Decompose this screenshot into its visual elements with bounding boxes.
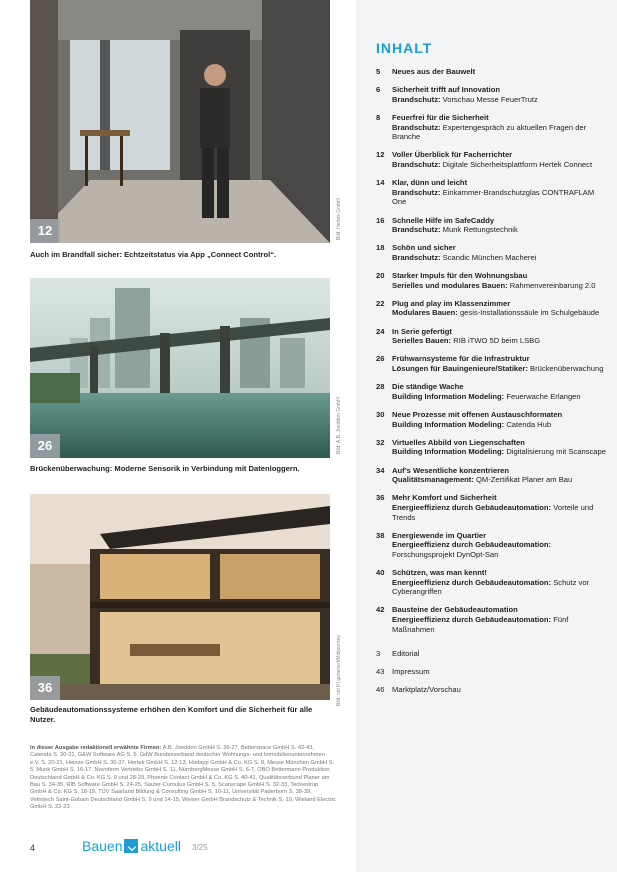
toc-title: Neues aus der Bauwelt <box>392 67 476 76</box>
toc-entry[interactable] <box>376 354 606 373</box>
toc-title: Sicherheit trifft auf Innovation <box>392 85 501 95</box>
toc-subtitle: Einkammer-Brandschutzglas CONTRAFLAM One <box>392 187 595 207</box>
toc-entry[interactable] <box>376 216 606 235</box>
toc-category: Energieeffizienz durch Gebäudeautomation: <box>392 615 552 625</box>
toc-page: 14 <box>376 178 385 188</box>
toc-entry[interactable] <box>376 568 606 597</box>
toc-page: 6 <box>376 85 381 95</box>
toc-subtitle: Forschungsprojekt DynOpt-San <box>392 549 499 559</box>
toc-category: Serielles Bauen: <box>392 336 452 346</box>
toc-title: Plug and play im Klassenzimmer <box>392 298 511 308</box>
photo-caption: Gebäudeautomationssysteme erhöhen den Komfort und die Sicherheit für alle Nutzer. <box>30 705 313 724</box>
firms-text: A.B. Joedden GmbH S. 26-27, Betterspace GmbH S. 42-43, Catenda S. 30-31, G&W Software AG S. 5, GdW Bundesverband deutscher Wohnungs- und Immobilienunternehmen e.V. S. 20-21, Heinze GmbH S. 36-37, Hertek GmbH S. 12-13, Hodapp GmbH & Co. KG S. 8, Messe München GmbH S. 5, Munk GmbH S. 16-17, Novoferm Vertriebs GmbH S. 11, NürnbergMesse GmbH S. 6-7, OBO Bettermann Produktion Deutschland GmbH & Co. KG S. 9 und 28-29, Phoenix Contact GmbH & Co. KG S. 40-41, Qualitätsverbund Planer am Bau S. 34-35, RIB Software GmbH S. 24-25, Sauter-Cumulus GmbH S. 5, Scanscape GmbH S. 32-33, Teckentrup GmbH & Co. KG S. 18-19, TÜV Saarland Bildung & Consulting GmbH S. 10-11, Universität Paderborn S. 38-39, Vetrotech Saint-Gobain Deutschland GmbH S. 9 und 14-15, Weiser GmbH Brandschutz & Technik S. 10, Wieland Electric GmbH S. 22-23 <box>30 745 336 811</box>
toc-page: 16 <box>376 215 385 225</box>
toc-extra-entry[interactable] <box>376 649 606 659</box>
photo-caption: Auch im Brandfall sicher: Echtzeitstatus via App „Connect Control“. <box>30 250 277 259</box>
toc-extra-entry[interactable] <box>376 667 606 677</box>
toc-entry[interactable] <box>376 178 606 207</box>
toc-page: 28 <box>376 382 385 392</box>
page-number: 4 <box>30 843 36 853</box>
toc-title: Impressum <box>392 667 430 676</box>
toc-entry[interactable] <box>376 113 606 142</box>
toc-category: Building Information Modeling: <box>392 447 505 457</box>
toc-entry[interactable] <box>376 299 606 318</box>
mentioned-firms <box>30 745 336 812</box>
logo-left: Bauen <box>82 838 123 854</box>
toc-title: Marktplatz/Vorschau <box>392 685 461 695</box>
toc-extra-entry[interactable] <box>376 685 606 695</box>
toc-title: Frühwarnsysteme für die Infrastruktur <box>392 354 530 364</box>
toc-subtitle: Vorteile und Trends <box>392 502 594 522</box>
toc-title: Feuerfrei für die Sicherheit <box>392 112 489 122</box>
toc-subtitle: Digitale Sicherheitsplattform Hertek Connect <box>442 159 593 169</box>
toc-page: 38 <box>376 530 385 540</box>
photo-credit: Bild: A.B. Joedden GmbH <box>336 397 342 454</box>
page-badge: 12 <box>30 219 60 243</box>
photo-hertek-app <box>30 0 330 243</box>
toc-page: 18 <box>376 243 385 253</box>
toc-category: Modulares Bauen: <box>392 308 458 318</box>
toc-category: Lösungen für Bauingenieure/Statiker: <box>392 364 528 373</box>
toc-page: 12 <box>376 150 385 160</box>
page-badge: 36 <box>30 676 60 700</box>
toc-entry[interactable] <box>376 327 606 346</box>
toc-title: Mehr Komfort und Sicherheit <box>392 493 497 503</box>
toc-subtitle: Rahmenvereinbarung 2.0 <box>509 280 596 290</box>
toc-page: 26 <box>376 354 385 364</box>
toc-page: 20 <box>376 271 385 281</box>
toc-entry[interactable] <box>376 438 606 457</box>
toc-entry[interactable] <box>376 67 606 77</box>
toc-category: Building Information Modeling: <box>392 391 505 401</box>
toc-entry[interactable] <box>376 150 606 169</box>
toc-entry[interactable] <box>376 85 606 104</box>
firms-label: In dieser Ausgabe redaktionell erwähnte Firmen: <box>30 745 162 751</box>
toc-category: Serielles und modulares Bauen: <box>392 280 508 290</box>
toc-entry[interactable] <box>376 493 606 522</box>
toc-page: 24 <box>376 326 385 336</box>
toc-entry[interactable] <box>376 410 606 429</box>
toc-subtitle: Catenda Hub <box>506 419 552 429</box>
toc-page: 22 <box>376 298 385 308</box>
toc-page: 43 <box>376 667 385 676</box>
toc-page: 42 <box>376 605 385 615</box>
toc-title: Virtuelles Abbild von Liegenschaften <box>392 437 525 447</box>
toc-entry[interactable] <box>376 243 606 262</box>
toc-title: Auf’s Wesentliche konzentrieren <box>392 465 510 475</box>
photo-bridge <box>30 278 330 458</box>
toc-subtitle: Expertengespräch zu aktuellen Fragen der Branche <box>392 122 587 142</box>
toc-title: Schnelle Hilfe im SafeCaddy <box>392 215 495 225</box>
photo-credit: Bild: Hertek GmbH <box>336 198 342 240</box>
toc-title: Bausteine der Gebäudeautomation <box>392 605 518 615</box>
toc-category: Brandschutz: <box>392 187 441 197</box>
toc-subtitle: Scandic München Macherei <box>442 252 537 262</box>
photo-credit: Bild: mit KI generiert/Midjourney <box>336 635 342 706</box>
toc-category: Brandschutz: <box>392 159 441 169</box>
toc-category: Brandschutz: <box>392 252 441 262</box>
toc-page: 46 <box>376 685 385 695</box>
toc-page: 40 <box>376 568 385 578</box>
magazine-logo <box>82 838 181 854</box>
toc-heading: INHALT <box>376 40 433 56</box>
toc-title: Voller Überblick für Facherrichter <box>392 150 513 160</box>
toc-title: In Serie gefertigt <box>392 326 452 336</box>
toc-page: 8 <box>376 112 381 122</box>
toc-title: Schützen, was man kennt! <box>392 568 487 578</box>
toc-page: 36 <box>376 493 385 503</box>
toc-page: 34 <box>376 465 385 475</box>
toc-category: Energieeffizienz durch Gebäudeautomation: <box>392 502 552 512</box>
toc-category: Brandschutz: <box>392 122 441 132</box>
toc-subtitle: Vorschau Messe FeuerTrutz <box>442 94 538 104</box>
toc-title: Energiewende im Quartier <box>392 530 487 540</box>
toc-entry[interactable] <box>376 271 606 290</box>
toc-title: Editorial <box>392 648 420 658</box>
toc-page: 5 <box>376 67 381 76</box>
toc-entry[interactable] <box>376 466 606 485</box>
toc-subtitle: gesis-Installationssäule im Schulgebäude <box>459 308 600 318</box>
toc-entry[interactable] <box>376 531 606 560</box>
toc-title: Neue Prozesse mit offenen Austauschformaten <box>392 409 563 419</box>
toc-subtitle: Brückenüberwachung <box>530 364 604 373</box>
toc-subtitle: Feuerwache Erlangen <box>506 391 581 401</box>
toc-subtitle: Digitalisierung mit Scanscape <box>506 447 606 457</box>
toc-title: Starker Impuls für den Wohnungsbau <box>392 271 528 281</box>
photo-house <box>30 494 330 700</box>
issue-number: 3/25 <box>192 843 208 852</box>
toc-category: Brandschutz: <box>392 94 441 104</box>
toc-subtitle: Munk Rettungstechnik <box>442 225 518 235</box>
toc-page: 32 <box>376 437 385 447</box>
toc-title: Schön und sicher <box>392 243 456 253</box>
toc-subtitle: Fünf Maßnahmen <box>392 615 569 634</box>
toc-subtitle: Schutz vor Cyberangriffen <box>392 577 590 597</box>
toc-entry[interactable] <box>376 382 606 401</box>
toc-subtitle: QM-Zertifikat Planer am Bau <box>476 475 573 485</box>
toc-entry[interactable] <box>376 605 606 634</box>
toc-title: Die ständige Wache <box>392 382 464 392</box>
toc-category: Energieeffizienz durch Gebäudeautomation: <box>392 577 552 587</box>
toc-subtitle: RIB iTWO 5D beim LSBG <box>453 336 541 346</box>
toc-category: Energieeffizienz durch Gebäudeautomation: <box>392 540 552 550</box>
toc-category: Qualitätsmanagement: <box>392 475 474 485</box>
photo-caption: Brückenüberwachung: Moderne Sensorik in Verbindung mit Datenloggern. <box>30 464 300 473</box>
logo-check-icon <box>124 839 138 853</box>
toc-page: 30 <box>376 409 385 419</box>
logo-right: aktuell <box>140 838 181 854</box>
toc-title: Klar, dünn und leicht <box>392 178 468 188</box>
table-of-contents <box>376 67 606 703</box>
toc-category: Brandschutz: <box>392 225 441 235</box>
toc-page: 3 <box>376 648 381 658</box>
toc-category: Building Information Modeling: <box>392 419 505 429</box>
page-badge: 26 <box>30 434 60 458</box>
